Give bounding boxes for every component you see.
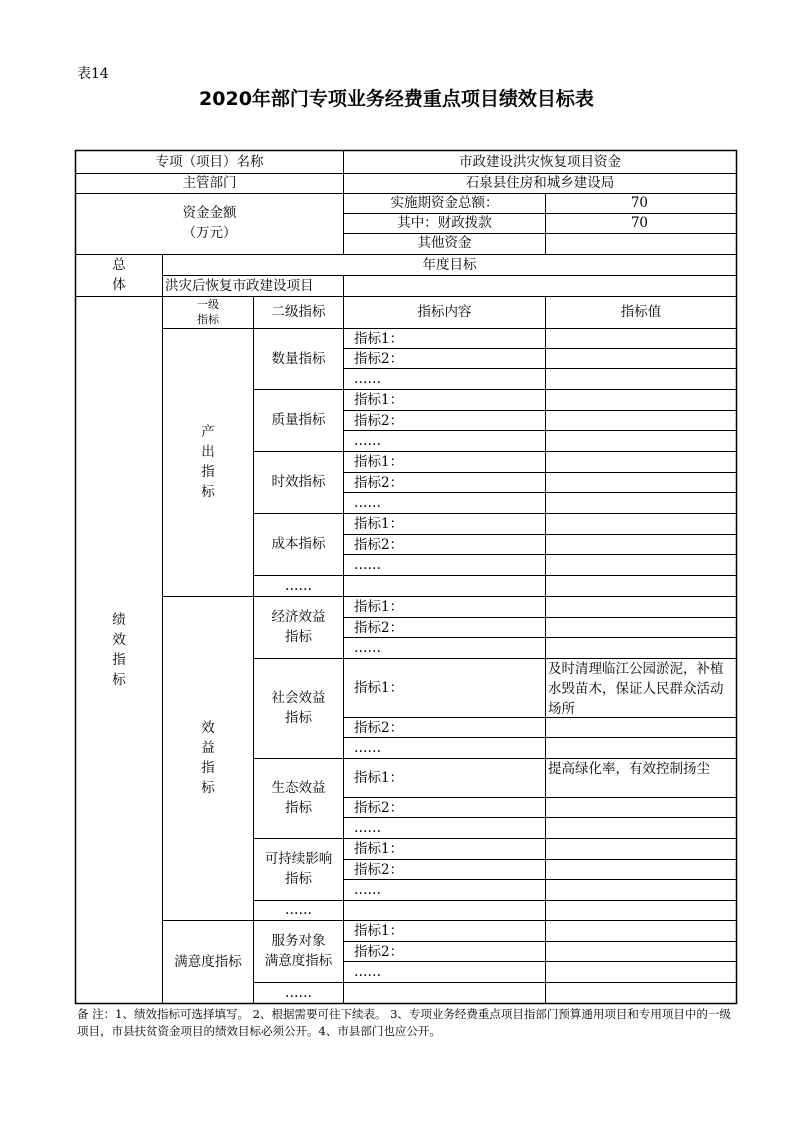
- sustainable-ellipsis: ……: [354, 882, 381, 898]
- quality-item2: 指标2：: [354, 413, 404, 429]
- service-item2: 指标2：: [354, 944, 404, 960]
- quantity-indicator: 数量指标: [271, 350, 326, 367]
- col-level1: 一级 指标: [197, 298, 219, 326]
- project-name-label: 专项（项目）名称: [155, 154, 264, 170]
- economic-item2: 指标2：: [354, 620, 404, 636]
- fund-amount-label: 资金金额 （万元）: [182, 205, 237, 241]
- department-value: 石泉县住房和城乡建设局: [465, 175, 615, 191]
- benefit-indicators-label: 效 益 指 标: [201, 720, 215, 796]
- output-indicators-label: 产 出 指 标: [201, 424, 215, 500]
- quality-ellipsis: ……: [354, 433, 381, 449]
- page-title: 2020年部门专项业务经费重点项目绩效目标表: [199, 88, 594, 110]
- timeliness-item1: 指标1：: [354, 454, 404, 470]
- economic-benefit-indicator: 经济效益 指标: [271, 609, 326, 645]
- col-content: 指标内容: [417, 304, 472, 320]
- cost-ellipsis: ……: [354, 557, 381, 573]
- satisfaction-indicators-label: 满意度指标: [174, 953, 242, 970]
- sustainable-impact-indicator: 可持续影响 指标: [264, 851, 333, 887]
- overall-label: 总 体: [112, 257, 126, 293]
- performance-indicators-label: 绩 效 指 标: [112, 612, 126, 688]
- quantity-item2: 指标2：: [354, 351, 404, 367]
- col-level2: 二级指标: [271, 304, 326, 320]
- footnote: 备 注：1、绩效指标可选择填写。 2、根据需要可往下续表。 3、专项业务经费重点项目指部门预算通用项目和专用项目中的一级项目，市县扶贫资金项目的绩效目标必须公开。4、市县部门也应公开。: [77, 1007, 731, 1038]
- ecological-item2: 指标2：: [354, 800, 404, 816]
- quantity-ellipsis: ……: [354, 371, 381, 387]
- service-item1: 指标1：: [354, 923, 404, 939]
- social-item1: 指标1：: [354, 680, 404, 696]
- col-value: 指标值: [620, 304, 662, 320]
- social-item1-value: 及时清理临江公园淤泥，补植水毁苗木，保证人民群众活动场所: [548, 661, 724, 717]
- service-ellipsis: ……: [354, 964, 381, 980]
- economic-ellipsis: ……: [354, 640, 381, 656]
- satisfaction-more-ellipsis: ……: [285, 985, 312, 1001]
- benefit-more-ellipsis: ……: [285, 902, 312, 918]
- timeliness-indicator: 时效指标: [271, 474, 326, 490]
- cost-item1: 指标1：: [354, 516, 404, 532]
- quality-indicator: 质量指标: [271, 412, 326, 428]
- fiscal-fund-value: 70: [630, 215, 648, 231]
- cost-indicator: 成本指标: [271, 536, 326, 552]
- ecological-ellipsis: ……: [354, 820, 381, 836]
- sustainable-item1: 指标1：: [354, 841, 404, 857]
- table-number: 表14: [77, 66, 109, 82]
- total-fund-value: 70: [630, 195, 648, 211]
- timeliness-ellipsis: ……: [354, 495, 381, 511]
- timeliness-item2: 指标2：: [354, 475, 404, 491]
- project-name-value: 市政建设洪灾恢复项目资金: [459, 154, 621, 170]
- output-more-ellipsis: ……: [285, 578, 312, 594]
- year-goal-value: 洪灾后恢复市政建设项目: [165, 278, 314, 294]
- service-satisfaction-indicator: 服务对象 满意度指标: [264, 933, 333, 969]
- fiscal-fund-label: 其中：财政拨款: [397, 215, 492, 231]
- ecological-item1: 指标1：: [354, 770, 404, 786]
- quantity-item1: 指标1：: [354, 331, 404, 347]
- quality-item1: 指标1：: [354, 392, 404, 408]
- ecological-benefit-indicator: 生态效益 指标: [271, 780, 326, 816]
- year-goal-label: 年度目标: [422, 257, 477, 273]
- other-fund-label: 其他资金: [417, 235, 472, 251]
- ecological-item1-value: 提高绿化率，有效控制扬尘: [548, 761, 710, 777]
- department-label: 主管部门: [182, 175, 237, 191]
- social-benefit-indicator: 社会效益 指标: [271, 690, 326, 726]
- cost-item2: 指标2：: [354, 537, 404, 553]
- social-ellipsis: ……: [354, 740, 381, 756]
- economic-item1: 指标1：: [354, 599, 404, 615]
- total-fund-label: 实施期资金总额：: [390, 195, 499, 211]
- sustainable-item2: 指标2：: [354, 862, 404, 878]
- social-item2: 指标2：: [354, 720, 404, 736]
